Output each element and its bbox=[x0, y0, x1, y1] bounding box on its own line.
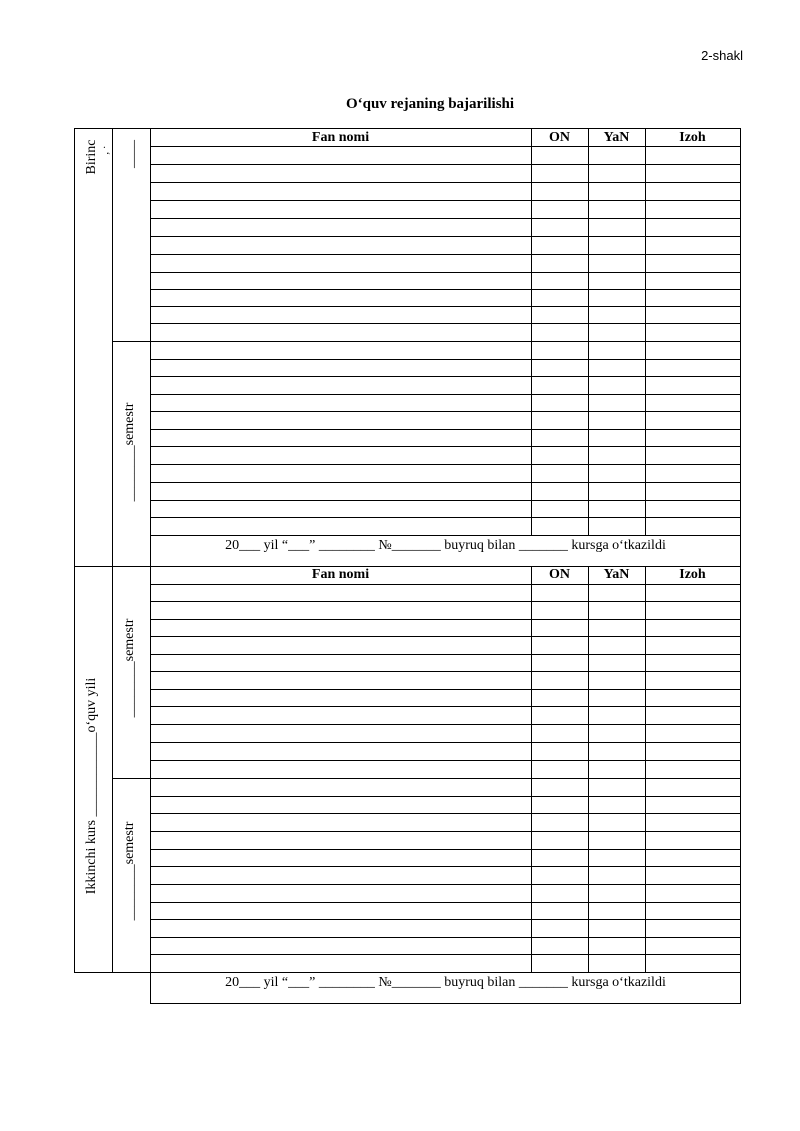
header-note: Izoh bbox=[679, 567, 706, 582]
course1-label-mark: , · bbox=[99, 145, 111, 155]
course-column-divider bbox=[112, 128, 113, 566]
course2-semester1-label: ________semestr bbox=[122, 618, 137, 718]
table-row bbox=[150, 482, 741, 483]
table-row bbox=[150, 429, 741, 430]
course1-label: Birinc bbox=[84, 139, 99, 175]
table-row bbox=[150, 636, 741, 637]
table-row bbox=[150, 724, 741, 725]
table-row bbox=[150, 884, 741, 885]
course1-semester1-label: ____ bbox=[122, 140, 137, 168]
table-row bbox=[150, 601, 741, 602]
table-row bbox=[150, 411, 741, 412]
yan-column-divider bbox=[588, 128, 589, 535]
table-row bbox=[150, 849, 741, 850]
header-on: ON bbox=[549, 130, 570, 145]
course2-label: Ikkinchi kurs ____________o‘quv yili bbox=[84, 677, 99, 895]
course-column-divider bbox=[112, 566, 113, 972]
semester-divider bbox=[112, 341, 741, 342]
table-row bbox=[150, 182, 741, 183]
table-row bbox=[150, 654, 741, 655]
table-row bbox=[150, 937, 741, 938]
transfer-order-text: 20___ yil “___” ________ №_______ buyruq bilan _______ kursga o‘tkazildi bbox=[225, 538, 666, 553]
header-subject: Fan nomi bbox=[311, 567, 370, 582]
note-column-divider bbox=[645, 566, 646, 972]
header-subject: Fan nomi bbox=[311, 130, 370, 145]
table-row bbox=[150, 272, 741, 273]
table-row bbox=[150, 200, 741, 201]
table-row bbox=[150, 760, 741, 761]
order-row-border bbox=[150, 1003, 741, 1004]
page-title: O‘quv rejaning bajarilishi bbox=[345, 96, 515, 112]
table-row bbox=[150, 394, 741, 395]
form-label: 2-shakl bbox=[701, 48, 743, 63]
table-row bbox=[150, 902, 741, 903]
table-row bbox=[150, 919, 741, 920]
table-row bbox=[150, 796, 741, 797]
table-row bbox=[150, 164, 741, 165]
table-row bbox=[150, 706, 741, 707]
table-row bbox=[150, 500, 741, 501]
table-row bbox=[150, 359, 741, 360]
semester-divider bbox=[112, 778, 741, 779]
table-row bbox=[150, 689, 741, 690]
course2-semester2-label: ________semestr bbox=[122, 821, 137, 921]
on-column-divider bbox=[531, 128, 532, 535]
note-column-divider bbox=[645, 128, 646, 535]
header-yan: YaN bbox=[603, 567, 630, 582]
table-border bbox=[74, 128, 75, 566]
on-column-divider bbox=[531, 566, 532, 972]
table-row bbox=[150, 323, 741, 324]
table-row bbox=[150, 584, 741, 585]
table-row bbox=[150, 831, 741, 832]
course1-semester2-label: ________semestr bbox=[122, 402, 137, 502]
table-row bbox=[150, 671, 741, 672]
table-row bbox=[150, 866, 741, 867]
transfer-order-text: 20___ yil “___” ________ №_______ buyruq bilan _______ kursga o‘tkazildi bbox=[225, 975, 666, 990]
table-row bbox=[150, 619, 741, 620]
table-row bbox=[150, 236, 741, 237]
table-row bbox=[150, 254, 741, 255]
table-row bbox=[150, 376, 741, 377]
table-row bbox=[150, 517, 741, 518]
table-row bbox=[150, 446, 741, 447]
table-row bbox=[150, 742, 741, 743]
header-yan: YaN bbox=[603, 130, 630, 145]
yan-column-divider bbox=[588, 566, 589, 972]
table-border bbox=[74, 972, 741, 973]
header-on: ON bbox=[549, 567, 570, 582]
table-row bbox=[150, 289, 741, 290]
table-row bbox=[150, 218, 741, 219]
table-row bbox=[150, 464, 741, 465]
table-row bbox=[150, 306, 741, 307]
table-row bbox=[150, 954, 741, 955]
table-row bbox=[150, 813, 741, 814]
table-border bbox=[74, 566, 75, 972]
order-row-divider bbox=[150, 535, 741, 536]
header-note: Izoh bbox=[679, 130, 706, 145]
